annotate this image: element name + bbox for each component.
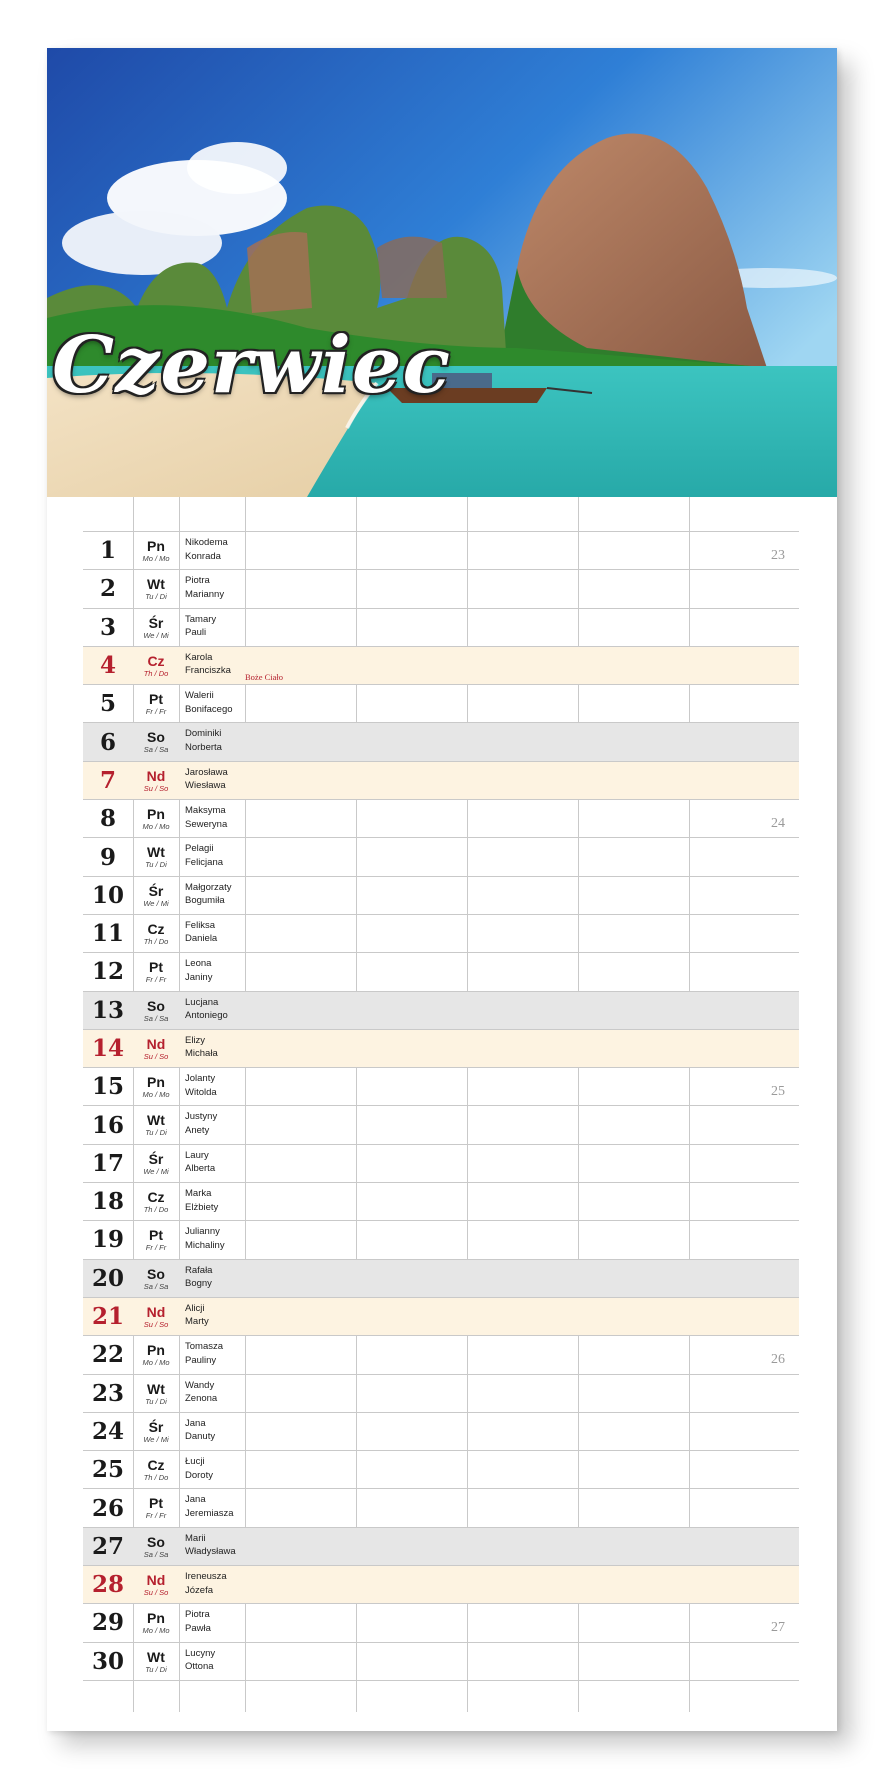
weekday-translation: Mo / Mo [142,1090,170,1100]
day-row [83,1643,799,1681]
name-day-1: Laury [185,1149,209,1161]
day-row [83,1030,799,1068]
name-day-2: Danuty [185,1431,216,1443]
grid-header [83,497,799,532]
name-days [185,1379,245,1406]
name-day-2: Michała [185,1048,218,1060]
name-day-2: Wiesława [185,780,226,792]
day-number: 25 [91,1456,124,1484]
day-number: 4 [99,652,116,680]
name-day-1: Justyny [185,1111,218,1123]
name-day-2: Daniela [185,933,218,945]
day-number: 11 [91,920,124,948]
week-number: 27 [771,1620,785,1636]
day-number: 7 [99,766,116,794]
day-number: 20 [91,1264,124,1292]
weekday-abbr: Pt [149,691,163,708]
name-day-1: Nikodema [185,537,228,548]
weekday-cell [133,1145,179,1182]
weekday-cell [133,723,179,760]
weekday-translation: Fr / Fr [145,1243,167,1253]
day-row [83,1298,799,1336]
day-number: 8 [99,805,116,833]
name-day-1: Dominiki [185,728,222,740]
weekday-cell [133,1375,179,1412]
name-day-2: Władysława [185,1546,236,1558]
name-days [185,919,245,946]
name-day-2: Michaliny [185,1239,225,1251]
name-days [185,1225,245,1252]
name-days [185,1149,245,1176]
name-days [185,1072,245,1099]
name-day-2: Marianny [185,588,225,600]
day-row [83,1183,799,1221]
name-day-2: Seweryna [185,818,228,830]
name-days [185,536,245,563]
name-days [185,996,245,1023]
weekday-translation: Sa / Sa [143,745,169,755]
weekday-abbr: Cz [147,1457,165,1474]
weekday-translation: Su / So [143,1588,169,1598]
weekday-cell [133,1030,179,1067]
name-days [185,1417,245,1444]
name-day-2: Pauli [185,627,207,639]
name-day-1: Pelagii [185,843,214,855]
name-day-2: Konrada [185,550,221,562]
day-number: 18 [91,1188,124,1216]
week-number: 26 [771,1352,785,1368]
weekday-cell [133,1604,179,1641]
weekday-cell [133,1566,179,1603]
day-number: 19 [91,1226,124,1254]
weekday-cell [133,1413,179,1450]
weekday-abbr: So [147,729,165,746]
name-day-1: Lucyny [185,1647,216,1659]
name-days [185,1302,245,1329]
weekday-translation: Th / Do [143,668,169,678]
weekday-translation: Tu / Di [145,1396,167,1406]
week-number: 23 [771,548,785,563]
name-day-2: Doroty [185,1469,213,1481]
weekday-translation: Th / Do [143,1205,169,1215]
weekday-cell [133,685,179,722]
calendar-grid [83,497,799,1681]
day-number: 13 [91,996,124,1024]
day-row [83,1413,799,1451]
day-row [83,1260,799,1298]
day-row [83,723,799,761]
beach-landscape-image [47,48,837,497]
name-days [185,1187,245,1214]
day-number: 29 [91,1609,124,1637]
weekday-cell [133,915,179,952]
holiday-label: Boże Ciało [245,671,284,682]
weekday-abbr: Śr [148,882,164,899]
day-number: 9 [99,843,116,871]
weekday-cell [133,1451,179,1488]
name-day-2: Marty [185,1316,209,1328]
name-day-1: Marii [185,1532,206,1544]
week-number: 24 [771,816,785,832]
name-day-1: Karola [185,651,213,663]
name-day-1: Leona [185,958,212,970]
weekday-cell [133,532,179,569]
name-days [185,881,245,908]
day-number: 5 [99,690,116,718]
name-day-2: Janiny [185,971,213,983]
weekday-cell [133,992,179,1029]
name-day-1: Ireneusza [185,1571,227,1583]
name-day-2: Ottona [185,1661,214,1673]
name-day-1: Jana [185,1494,206,1506]
day-row [83,1336,799,1374]
weekday-translation: Mo / Mo [142,1626,170,1636]
name-day-1: Lucjana [185,996,219,1008]
day-number: 16 [91,1111,124,1139]
weekday-translation: Tu / Di [145,860,167,870]
name-day-2: Witolda [185,1086,217,1098]
weekday-abbr: Pt [149,1227,163,1244]
weekday-abbr: Pn [147,1610,165,1627]
day-row [83,877,799,915]
weekday-translation: Fr / Fr [145,707,167,717]
name-day-1: Walerii [185,690,214,702]
name-days [185,957,245,984]
name-day-2: Pauliny [185,1354,217,1366]
day-number: 22 [91,1341,124,1369]
name-day-1: Łucji [185,1456,205,1468]
weekday-abbr: Nd [146,1303,166,1320]
name-days [185,1532,245,1559]
name-day-2: Felicjana [185,856,224,868]
name-days [185,1455,245,1482]
weekday-translation: Mo / Mo [142,822,170,832]
weekday-abbr: Cz [147,652,165,669]
day-row [83,800,799,838]
name-day-1: Jarosława [185,766,228,778]
weekday-abbr: Śr [148,1418,164,1435]
weekday-translation: Mo / Mo [142,554,170,563]
day-row [83,685,799,723]
weekday-cell [133,609,179,646]
day-row [83,1489,799,1527]
weekday-cell [133,1106,179,1143]
day-row [83,1375,799,1413]
day-row [83,1106,799,1144]
weekday-abbr: Pn [147,1342,165,1359]
day-number: 2 [99,575,116,603]
weekday-cell [133,1643,179,1680]
name-days [185,651,245,678]
weekday-abbr: Cz [147,920,165,937]
name-days [185,1608,245,1635]
name-day-1: Maksyma [185,805,226,817]
month-title: Czerwiec [52,320,451,411]
name-day-1: Jana [185,1417,206,1429]
weekday-translation: Th / Do [143,936,169,946]
name-day-1: Jolanty [185,1073,216,1085]
weekday-abbr: Śr [148,614,164,631]
name-day-2: Elżbiety [185,1201,219,1213]
header-photo [47,48,837,497]
name-days [185,1340,245,1367]
name-day-2: Pawła [185,1622,211,1634]
weekday-cell [133,762,179,799]
day-row [83,1604,799,1642]
weekday-abbr: Wt [147,1648,165,1665]
weekday-abbr: Pn [147,1074,165,1091]
weekday-cell [133,1260,179,1297]
day-row [83,953,799,991]
name-days [185,727,245,754]
weekday-translation: Sa / Sa [143,1549,169,1559]
name-day-2: Franciszka [185,665,231,677]
day-row [83,1145,799,1183]
weekday-cell [133,1528,179,1565]
name-day-2: Alberta [185,1163,216,1175]
name-days [185,766,245,793]
name-day-1: Alicji [185,1302,205,1314]
weekday-translation: Su / So [143,783,169,793]
name-day-2: Bogny [185,1278,212,1290]
name-day-2: Norberta [185,741,222,753]
day-number: 23 [91,1379,124,1407]
name-day-1: Tomasza [185,1341,224,1353]
weekday-abbr: Wt [147,844,165,861]
weekday-cell [133,1183,179,1220]
weekday-abbr: Nd [146,1572,166,1589]
name-day-1: Małgorzaty [185,881,232,893]
weekday-cell [133,953,179,990]
day-number: 15 [91,1073,124,1101]
name-days [185,1110,245,1137]
weekday-abbr: Pn [147,538,165,554]
weekday-translation: We / Mi [143,630,169,640]
weekday-abbr: Wt [147,1112,165,1129]
name-day-2: Bonifacego [185,703,233,715]
day-row [83,1451,799,1489]
weekday-cell [133,1068,179,1105]
weekday-cell [133,647,179,684]
day-row [83,1566,799,1604]
weekday-cell [133,570,179,607]
name-days [185,1647,245,1674]
day-row [83,992,799,1030]
name-days [185,842,245,869]
day-row [83,1528,799,1566]
day-row [83,647,799,685]
weekday-cell [133,1336,179,1373]
weekday-translation: Fr / Fr [145,975,167,985]
weekday-cell [133,1298,179,1335]
day-number: 27 [91,1532,124,1560]
week-number: 25 [771,1084,785,1100]
day-number: 3 [99,613,116,641]
day-row [83,762,799,800]
weekday-translation: Su / So [143,1319,169,1329]
name-day-2: Jeremiasza [185,1507,234,1519]
name-days [185,1034,245,1061]
day-number: 12 [91,958,124,986]
weekday-abbr: So [147,1265,165,1282]
weekday-abbr: Nd [146,767,166,784]
weekday-cell [133,877,179,914]
weekday-abbr: So [147,997,165,1014]
weekday-translation: Tu / Di [145,592,167,602]
weekday-abbr: Cz [147,1189,165,1206]
day-number: 14 [91,1035,124,1062]
day-number: 24 [91,1417,124,1445]
weekday-abbr: Śr [148,1150,164,1167]
day-row [83,1068,799,1106]
name-day-1: Rafała [185,1264,213,1276]
weekday-abbr: Wt [147,576,165,593]
day-number: 17 [91,1149,124,1177]
name-day-1: Feliksa [185,919,216,931]
weekday-translation: Fr / Fr [145,1511,167,1521]
weekday-abbr: Nd [146,1035,166,1052]
weekday-translation: We / Mi [143,1166,169,1176]
weekday-cell [133,1221,179,1258]
day-row [83,1221,799,1259]
name-day-1: Elizy [185,1034,206,1046]
weekday-translation: Mo / Mo [142,1358,170,1368]
weekday-translation: Sa / Sa [143,1281,169,1291]
weekday-abbr: Wt [147,1380,165,1397]
day-row [83,609,799,647]
name-days [185,613,245,640]
name-days [185,1570,245,1597]
weekday-abbr: Pn [147,806,165,823]
name-day-1: Wandy [185,1379,215,1391]
day-number: 26 [91,1494,124,1522]
weekday-translation: Sa / Sa [143,1013,169,1023]
day-row [83,570,799,608]
name-day-2: Józefa [185,1584,213,1596]
name-days [185,1264,245,1291]
day-number: 1 [99,537,116,565]
name-days [185,804,245,831]
name-day-1: Piotra [185,575,210,587]
weekday-abbr: So [147,1533,165,1550]
day-number: 6 [99,728,116,756]
name-day-2: Zenona [185,1393,218,1405]
weekday-cell [133,1489,179,1526]
weekday-translation: We / Mi [143,1434,169,1444]
name-days [185,574,245,601]
name-day-2: Bogumiła [185,895,225,907]
weekday-translation: Tu / Di [145,1128,167,1138]
day-number: 30 [91,1647,124,1675]
name-day-1: Piotra [185,1609,210,1621]
weekday-cell [133,838,179,875]
day-row [83,532,799,570]
name-day-1: Julianny [185,1226,220,1238]
weekday-translation: Tu / Di [145,1664,167,1674]
name-days [185,689,245,716]
weekday-translation: Su / So [143,1051,169,1061]
weekday-abbr: Pt [149,1495,163,1512]
weekday-abbr: Pt [149,959,163,976]
day-number: 28 [91,1571,124,1599]
day-row [83,838,799,876]
weekday-translation: We / Mi [143,898,169,908]
name-day-2: Anety [185,1124,210,1136]
day-number: 21 [91,1303,124,1331]
day-number: 10 [91,881,124,909]
day-row [83,915,799,953]
name-day-1: Tamary [185,613,217,625]
name-day-1: Marka [185,1188,212,1200]
weekday-cell [133,800,179,837]
weekday-translation: Th / Do [143,1473,169,1483]
name-days [185,1493,245,1520]
name-day-2: Antoniego [185,1010,228,1022]
